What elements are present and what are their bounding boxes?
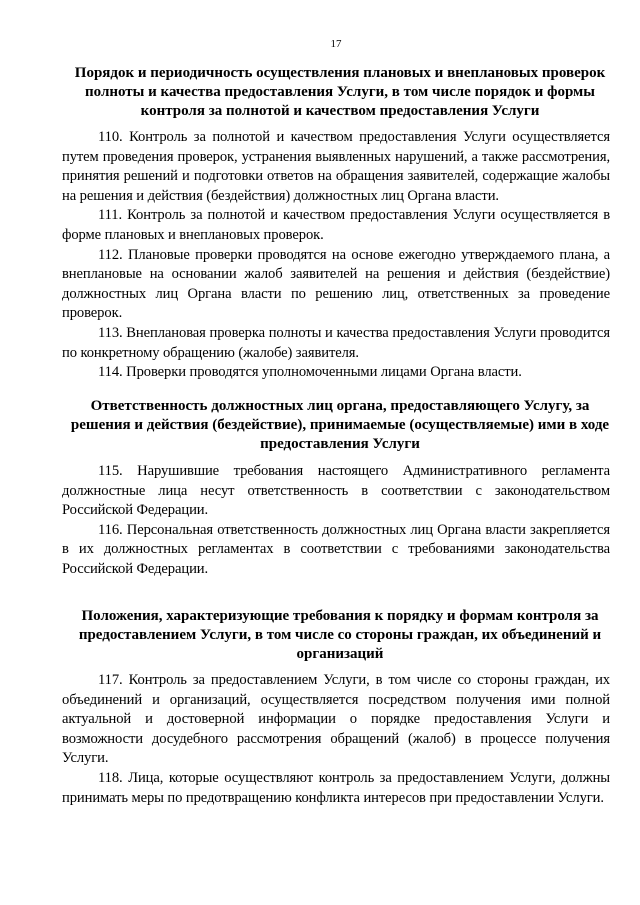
paragraph-118: 118. Лица, которые осуществляют контроль за предоставлением Услуги, должны принимать меры по предотвращению конфликта интересов при предоставлении Услуги. — [62, 769, 610, 806]
paragraph-110: 110. Контроль за полнотой и качеством предоставления Услуги осуществляется путем проведения проверок, устранения выявленных нарушений, а также рассмотрения, принятия решений и подготовки ответов на обращения заявителей, содержащие жалобы на решения и действия (бездействия) должностных лиц Органа власти. — [62, 129, 610, 204]
paragraph-114: 114. Проверки проводятся уполномоченными лицами Органа власти. — [98, 364, 522, 381]
paragraph-111: 111. Контроль за полнотой и качеством предоставления Услуги осуществляется в форме плановых и внеплановых проверок. — [62, 207, 610, 243]
section-body-inspections — [62, 128, 610, 383]
page-number: 17 — [330, 38, 342, 50]
section-body-responsibility — [62, 462, 610, 580]
paragraph-117: 117. Контроль за предоставлением Услуги, в том числе со стороны граждан, их объединений и организаций, осуществляется посредством получения ими полной актуальной и достоверной информации о порядке предоставления Услуги и возможности досудебного рассмотрения обращений (жалоб) в процессе получения Услуги. — [62, 672, 610, 767]
paragraph-116: 116. Персональная ответственность должностных лиц Органа власти закрепляется в их должностных регламентах в соответствии с требованиями законодательства Российской Федерации. — [62, 521, 610, 577]
paragraph-113: 113. Внеплановая проверка полноты и качества предоставления Услуги проводится по конкретному обращению (жалобе) заявителя. — [62, 324, 610, 361]
section-heading-public-control: Положения, характеризующие требования к порядку и формам контроля за предоставлением Услуги, в том числе со стороны граждан, их объединений и организаций — [78, 608, 602, 662]
section-heading-inspections: Порядок и периодичность осуществления плановых и внеплановых проверок полноты и качества предоставления Услуги, в том числе порядок и формы контроля за полнотой и качеством предоставления Услуги — [74, 65, 606, 119]
section-body-public-control — [62, 671, 610, 808]
section-heading-responsibility: Ответственность должностных лиц органа, предоставляющего Услугу, за решения и действия (бездействие), принимаемые (осуществляемые) ими в ходе предоставления Услуги — [70, 398, 610, 452]
paragraph-112: 112. Плановые проверки проводятся на основе ежегодно утверждаемого плана, а внеплановые на основании жалоб заявителей на решения и действия (бездействие) должностных лиц Органа власти по решению лиц, ответственных за проведение проверок. — [62, 246, 610, 322]
paragraph-115: 115. Нарушившие требования настоящего Административного регламента должностные лица несут ответственность в соответствии с законодательством Российской Федерации. — [62, 463, 610, 519]
